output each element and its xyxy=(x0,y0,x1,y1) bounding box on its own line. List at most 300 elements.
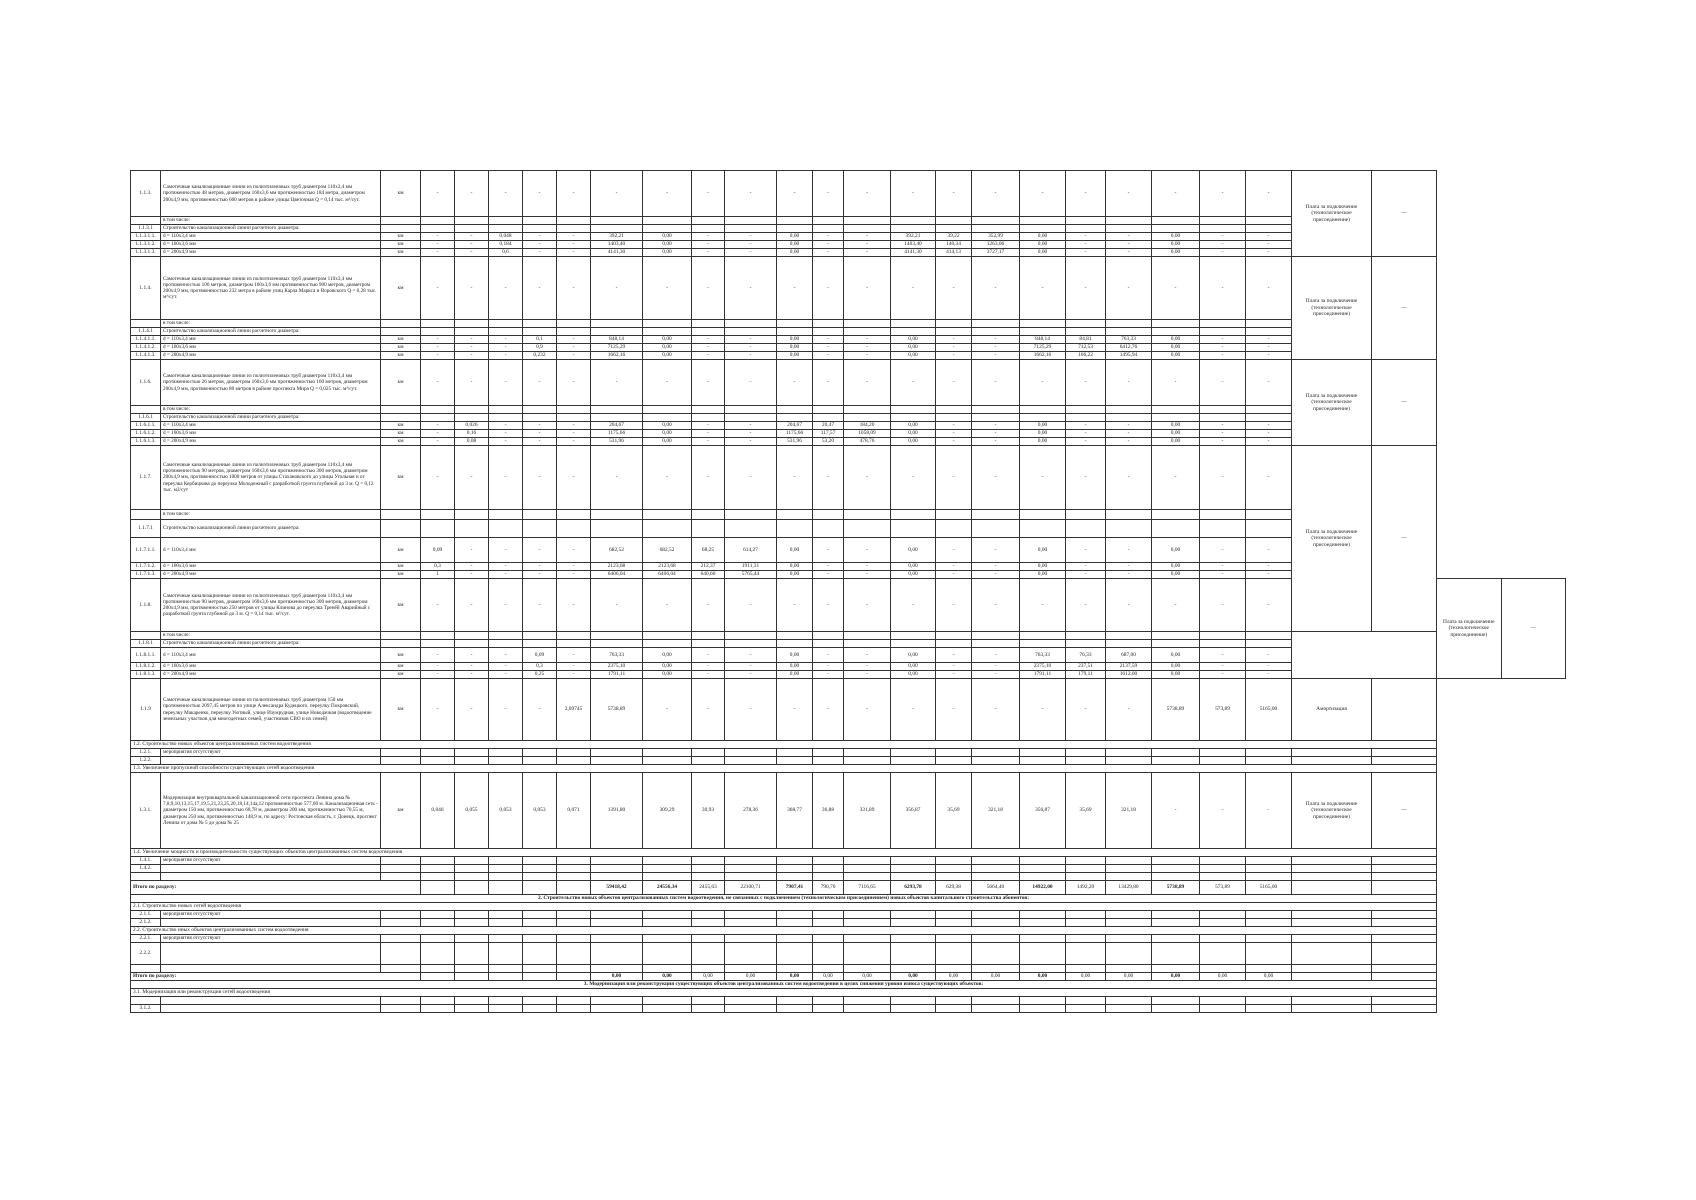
value-cell: 0,00 xyxy=(1152,336,1200,344)
value-cell xyxy=(489,935,523,943)
value-cell xyxy=(1106,911,1152,919)
table-row xyxy=(131,849,1566,857)
value-cell: - xyxy=(1200,773,1246,849)
value-cell: - xyxy=(1066,233,1106,241)
note-cell xyxy=(1372,857,1437,865)
value-cell: - xyxy=(844,538,891,563)
funding-source: Плата за подключение (технологическое присоединение) xyxy=(1292,360,1372,446)
value-cell xyxy=(725,414,777,422)
value-cell: - xyxy=(972,360,1020,406)
value-cell: 20,47 xyxy=(813,422,844,430)
value-cell xyxy=(936,406,972,414)
value-cell: - xyxy=(891,446,936,510)
value-cell: - xyxy=(692,671,725,679)
value-cell xyxy=(936,225,972,233)
value-cell xyxy=(844,320,891,328)
value-cell: 1662,16 xyxy=(591,352,643,360)
value-cell xyxy=(523,965,557,973)
value-cell xyxy=(1200,965,1246,973)
value-cell xyxy=(844,919,891,927)
value-cell: 682,52 xyxy=(591,538,643,563)
total-value xyxy=(489,973,523,981)
value-cell: 0,00 xyxy=(777,241,813,249)
value-cell: 0,026 xyxy=(455,422,489,430)
row-unit: км xyxy=(381,446,421,510)
value-cell: - xyxy=(844,571,891,579)
note-cell xyxy=(1372,935,1437,943)
value-cell xyxy=(725,1005,777,1013)
value-cell: - xyxy=(972,171,1020,217)
value-cell xyxy=(936,414,972,422)
value-cell: - xyxy=(813,679,844,741)
value-cell xyxy=(936,749,972,757)
total-value xyxy=(489,881,523,895)
value-cell xyxy=(1200,640,1246,648)
value-cell xyxy=(725,943,777,965)
row-description: в том числе: xyxy=(161,320,381,328)
value-cell xyxy=(777,225,813,233)
row-description: в том числе: xyxy=(161,632,381,640)
value-cell xyxy=(891,873,936,881)
value-cell: 68,25 xyxy=(692,538,725,563)
value-cell: - xyxy=(972,422,1020,430)
value-cell: 5765,44 xyxy=(725,571,777,579)
value-cell: - xyxy=(1200,438,1246,446)
value-cell: - xyxy=(725,171,777,217)
value-cell: - xyxy=(692,233,725,241)
total-value: 5165,00 xyxy=(1246,881,1292,895)
value-cell: - xyxy=(1200,241,1246,249)
value-cell: - xyxy=(1246,579,1292,632)
value-cell xyxy=(1246,943,1292,965)
value-cell: - xyxy=(591,579,643,632)
value-cell xyxy=(557,217,591,225)
value-cell: - xyxy=(421,257,455,320)
value-cell xyxy=(1066,520,1106,538)
value-cell xyxy=(1066,997,1106,1005)
row-description: Строительство канализационной линии расчетного диаметра: xyxy=(161,414,381,422)
value-cell: - xyxy=(1246,538,1292,563)
value-cell: - xyxy=(692,257,725,320)
row-number: 1.1.3.1 xyxy=(131,225,161,233)
value-cell: - xyxy=(557,563,591,571)
value-cell: 0,00 xyxy=(777,563,813,571)
value-cell: 0,00 xyxy=(643,663,692,671)
row-number: 2.2.2. xyxy=(131,943,161,965)
value-cell: - xyxy=(1200,336,1246,344)
value-cell xyxy=(489,857,523,865)
value-cell xyxy=(1066,414,1106,422)
row-number xyxy=(131,997,161,1005)
value-cell xyxy=(591,510,643,520)
value-cell: 0,00 xyxy=(1152,538,1200,563)
value-cell xyxy=(891,640,936,648)
value-cell: - xyxy=(1106,360,1152,406)
row-unit xyxy=(381,935,421,943)
table-row xyxy=(131,360,1566,406)
value-cell: 1 xyxy=(421,571,455,579)
value-cell xyxy=(643,757,692,765)
value-cell: - xyxy=(972,430,1020,438)
value-cell xyxy=(777,919,813,927)
value-cell: - xyxy=(813,648,844,663)
value-cell xyxy=(523,865,557,873)
value-cell: 0,00 xyxy=(1152,671,1200,679)
value-cell: - xyxy=(421,438,455,446)
funding-source xyxy=(1292,857,1372,865)
table-row xyxy=(131,895,1566,903)
value-cell: - xyxy=(813,571,844,579)
value-cell xyxy=(1106,943,1152,965)
row-description: мероприятия отсутствуют xyxy=(161,911,381,919)
value-cell xyxy=(591,935,643,943)
row-description: Самотечные канализационные линии из полиэтиленовых труб диаметром 150 мм протяженностью 2097,45 метров по улице Александра Кудецкого, переулку Покровский, переулку Макаренко, переулку Уютный, улице Изумрудная, улице Новодачная (водоотведение земельных участков для многодетных семей, участников СВО и их семей) xyxy=(161,679,381,741)
value-cell xyxy=(421,911,455,919)
value-cell: 0,00 xyxy=(1152,663,1200,671)
value-cell: - xyxy=(591,446,643,510)
value-cell: - xyxy=(1066,438,1106,446)
value-cell xyxy=(489,510,523,520)
value-cell: - xyxy=(1106,241,1152,249)
value-cell: - xyxy=(725,446,777,510)
value-cell xyxy=(523,406,557,414)
value-cell: - xyxy=(936,663,972,671)
total-value xyxy=(455,881,489,895)
row-number: 2.1.1. xyxy=(131,911,161,919)
value-cell: 0,00 xyxy=(1152,438,1200,446)
note-cell: — xyxy=(1372,773,1437,849)
value-cell: - xyxy=(972,671,1020,679)
value-cell: 2,09745 xyxy=(557,679,591,741)
funding-source xyxy=(1292,749,1372,757)
row-number: 1.1.8.1.1. xyxy=(131,648,161,663)
row-number: 1.1.3.1.1. xyxy=(131,233,161,241)
value-cell xyxy=(1020,857,1066,865)
value-cell xyxy=(725,911,777,919)
value-cell xyxy=(1200,757,1246,765)
funding-source xyxy=(1292,919,1372,927)
table-row xyxy=(131,935,1566,943)
value-cell xyxy=(1200,406,1246,414)
value-cell xyxy=(844,935,891,943)
value-cell: - xyxy=(891,171,936,217)
value-cell: - xyxy=(591,360,643,406)
value-cell: - xyxy=(1246,648,1292,663)
value-cell xyxy=(692,510,725,520)
total-value: 0,00 xyxy=(844,973,891,981)
value-cell xyxy=(643,919,692,927)
value-cell xyxy=(936,965,972,973)
row-number: 1.2.2. xyxy=(131,757,161,765)
value-cell: - xyxy=(455,233,489,241)
value-cell xyxy=(1020,632,1066,640)
value-cell: - xyxy=(692,438,725,446)
value-cell: - xyxy=(1200,446,1246,510)
value-cell: - xyxy=(844,446,891,510)
value-cell: - xyxy=(1246,352,1292,360)
row-number: 1.1.7.1 xyxy=(131,520,161,538)
value-cell: - xyxy=(692,430,725,438)
total-value: 6293,78 xyxy=(891,881,936,895)
value-cell xyxy=(777,997,813,1005)
value-cell xyxy=(643,520,692,538)
value-cell xyxy=(844,640,891,648)
value-cell xyxy=(1066,406,1106,414)
value-cell: 7125,29 xyxy=(591,344,643,352)
value-cell xyxy=(1020,217,1066,225)
value-cell: 140,34 xyxy=(936,241,972,249)
value-cell: - xyxy=(1152,579,1200,632)
row-description: d = 200х4,9 мм xyxy=(161,571,381,579)
value-cell xyxy=(591,520,643,538)
total-value: 629,38 xyxy=(936,881,972,895)
value-cell xyxy=(813,749,844,757)
value-cell: 0,00 xyxy=(643,344,692,352)
value-cell xyxy=(891,749,936,757)
row-number: 1.1.6.1.2. xyxy=(131,430,161,438)
funding-source: Амортизация xyxy=(1292,679,1372,741)
value-cell xyxy=(1106,997,1152,1005)
value-cell xyxy=(1106,749,1152,757)
value-cell xyxy=(936,520,972,538)
value-cell xyxy=(489,225,523,233)
value-cell: 1391,80 xyxy=(591,773,643,849)
value-cell: - xyxy=(1066,422,1106,430)
value-cell xyxy=(591,873,643,881)
row-number xyxy=(131,632,161,640)
value-cell: 848,14 xyxy=(591,336,643,344)
table-row xyxy=(131,640,1566,648)
value-cell xyxy=(813,640,844,648)
value-cell: - xyxy=(489,663,523,671)
row-description: d = 110х3,4 мм xyxy=(161,538,381,563)
value-cell xyxy=(455,225,489,233)
value-cell: - xyxy=(1106,571,1152,579)
value-cell xyxy=(1246,328,1292,336)
value-cell xyxy=(1066,943,1106,965)
value-cell xyxy=(936,943,972,965)
value-cell xyxy=(591,749,643,757)
value-cell xyxy=(455,965,489,973)
row-description: Самотечные канализационные линии из полиэтиленовых труб диаметром 110х3,4 мм протяженностью 90 метров, диаметром 160х3,6 мм протяженностью 300 метров, диаметром 200х4,9 мм, протяженностью 1000 метров от улицы Стахановского до улицы Угольная и от переулка Кербицкова до переулка Молодежный с разработкой грунта глубиной до 3 м. Q = 0,12 тыс. м3/сут xyxy=(161,446,381,510)
value-cell xyxy=(1020,865,1066,873)
value-cell xyxy=(455,857,489,865)
value-cell xyxy=(725,757,777,765)
value-cell xyxy=(421,943,455,965)
value-cell xyxy=(891,414,936,422)
row-number: 1.1.4.1 xyxy=(131,328,161,336)
row-number: 1.1.4. xyxy=(131,257,161,320)
value-cell: - xyxy=(557,241,591,249)
value-cell xyxy=(1152,328,1200,336)
row-unit: км xyxy=(381,438,421,446)
value-cell: - xyxy=(692,249,725,257)
value-cell: - xyxy=(1106,422,1152,430)
value-cell xyxy=(591,414,643,422)
value-cell xyxy=(1066,328,1106,336)
value-cell: - xyxy=(557,438,591,446)
value-cell xyxy=(489,757,523,765)
value-cell: - xyxy=(489,257,523,320)
value-cell xyxy=(725,640,777,648)
value-cell: - xyxy=(489,563,523,571)
value-cell xyxy=(1200,225,1246,233)
value-cell: 414,13 xyxy=(936,249,972,257)
row-unit: км xyxy=(381,671,421,679)
value-cell xyxy=(591,865,643,873)
value-cell xyxy=(523,749,557,757)
value-cell xyxy=(591,632,643,640)
value-cell: - xyxy=(972,563,1020,571)
value-cell xyxy=(972,865,1020,873)
value-cell: 321,18 xyxy=(972,773,1020,849)
value-cell xyxy=(1106,965,1152,973)
value-cell: - xyxy=(936,422,972,430)
value-cell xyxy=(421,997,455,1005)
value-cell xyxy=(844,520,891,538)
value-cell: - xyxy=(643,679,692,741)
value-cell xyxy=(591,225,643,233)
value-cell: - xyxy=(421,249,455,257)
value-cell xyxy=(972,997,1020,1005)
value-cell xyxy=(1020,406,1066,414)
value-cell xyxy=(777,857,813,865)
value-cell: - xyxy=(692,360,725,406)
value-cell: - xyxy=(692,344,725,352)
value-cell: - xyxy=(1246,344,1292,352)
value-cell: - xyxy=(455,241,489,249)
row-description: Самотечные канализационные линии из полиэтиленовых труб диаметром 110х3,4 мм протяженностью 48 метров, диаметром 160х3,6 мм протяженностью 184 метра, диаметром 200х4,9 мм, протяженностью 600 метров в районе улицы Цветочная Q = 0,14 тыс. м³/сут. xyxy=(161,171,381,217)
value-cell xyxy=(891,865,936,873)
value-cell: - xyxy=(557,422,591,430)
value-cell xyxy=(523,520,557,538)
total-label: Итого по разделу: xyxy=(131,973,421,981)
value-cell xyxy=(1246,873,1292,881)
value-cell xyxy=(591,965,643,973)
value-cell: - xyxy=(421,422,455,430)
value-cell xyxy=(692,320,725,328)
value-cell xyxy=(692,943,725,965)
value-cell: - xyxy=(813,671,844,679)
total-value: 0,00 xyxy=(725,973,777,981)
value-cell xyxy=(1066,919,1106,927)
row-unit xyxy=(381,919,421,927)
value-cell: 0,00 xyxy=(643,430,692,438)
value-cell xyxy=(891,632,936,640)
value-cell xyxy=(1246,749,1292,757)
row-unit xyxy=(381,217,421,225)
value-cell: - xyxy=(1106,171,1152,217)
value-cell xyxy=(844,873,891,881)
value-cell: 1612,00 xyxy=(1106,671,1152,679)
value-cell xyxy=(972,749,1020,757)
value-cell: 204,67 xyxy=(591,422,643,430)
value-cell xyxy=(523,919,557,927)
value-cell: - xyxy=(421,233,455,241)
value-cell xyxy=(725,857,777,865)
note-cell xyxy=(1372,1005,1437,1013)
value-cell xyxy=(725,225,777,233)
row-number: 1.1.8. xyxy=(131,579,161,632)
table-row xyxy=(131,865,1566,873)
value-cell xyxy=(692,757,725,765)
value-cell: 478,76 xyxy=(844,438,891,446)
value-cell: - xyxy=(1020,679,1066,741)
row-description: мероприятия отсутствуют xyxy=(161,749,381,757)
value-cell xyxy=(557,225,591,233)
value-cell: 0,00 xyxy=(891,648,936,663)
value-cell xyxy=(1152,873,1200,881)
value-cell xyxy=(844,225,891,233)
value-cell: - xyxy=(557,171,591,217)
value-cell: - xyxy=(1200,648,1246,663)
value-cell: - xyxy=(421,679,455,741)
value-cell: - xyxy=(421,579,455,632)
value-cell: 0,053 xyxy=(523,773,557,849)
value-cell: - xyxy=(489,679,523,741)
value-cell xyxy=(891,328,936,336)
value-cell xyxy=(777,965,813,973)
value-cell: - xyxy=(421,241,455,249)
row-number xyxy=(131,217,161,225)
note-cell xyxy=(1372,965,1437,973)
value-cell xyxy=(813,997,844,1005)
value-cell: - xyxy=(972,648,1020,663)
value-cell xyxy=(1020,873,1066,881)
value-cell: - xyxy=(1246,663,1292,671)
value-cell xyxy=(489,749,523,757)
row-unit: км xyxy=(381,430,421,438)
value-cell xyxy=(972,406,1020,414)
total-value: 5664,40 xyxy=(972,881,1020,895)
value-cell: 0,16 xyxy=(455,430,489,438)
value-cell xyxy=(1106,225,1152,233)
row-number: 1.1.6.1.3. xyxy=(131,438,161,446)
value-cell: - xyxy=(489,352,523,360)
value-cell xyxy=(891,510,936,520)
row-description: d = 200х4,9 мм xyxy=(161,352,381,360)
value-cell xyxy=(725,865,777,873)
value-cell xyxy=(643,857,692,865)
table-row xyxy=(131,663,1566,671)
value-cell xyxy=(813,965,844,973)
value-cell: - xyxy=(813,446,844,510)
value-cell xyxy=(1106,406,1152,414)
value-cell xyxy=(1200,935,1246,943)
value-cell xyxy=(1106,328,1152,336)
table-row xyxy=(131,997,1566,1005)
value-cell: - xyxy=(1152,360,1200,406)
value-cell xyxy=(725,320,777,328)
value-cell: - xyxy=(1200,257,1246,320)
measures-table xyxy=(130,170,1566,1013)
row-description: Строительство канализационной линии расчетного диаметра: xyxy=(161,328,381,336)
value-cell: - xyxy=(844,336,891,344)
value-cell: - xyxy=(557,671,591,679)
value-cell: - xyxy=(1246,446,1292,510)
value-cell xyxy=(557,414,591,422)
value-cell: 309,29 xyxy=(643,773,692,849)
row-unit: км xyxy=(381,571,421,579)
value-cell xyxy=(844,217,891,225)
row-number: 2.2.1. xyxy=(131,935,161,943)
row-number: 1.1.3. xyxy=(131,171,161,217)
value-cell xyxy=(1066,320,1106,328)
value-cell xyxy=(692,406,725,414)
table-row xyxy=(131,679,1566,741)
value-cell xyxy=(455,865,489,873)
row-description: в том числе: xyxy=(161,510,381,520)
